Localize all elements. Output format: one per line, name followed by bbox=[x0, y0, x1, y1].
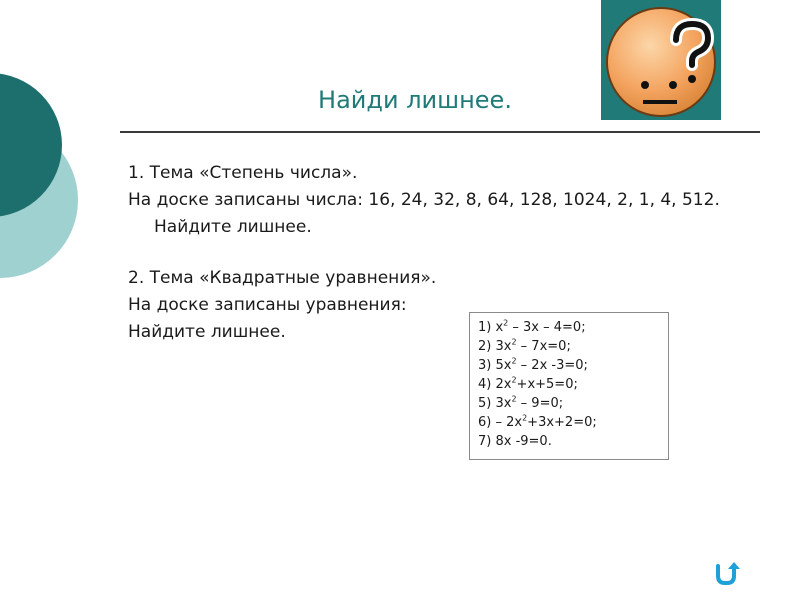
equation-item: 5) $3x^2 - 9=0$; bbox=[478, 394, 564, 411]
equation-item: 7) 8x -9=0. bbox=[478, 434, 552, 449]
task-2-body: На доске записаны уравнения: bbox=[128, 295, 407, 315]
task-1-heading: 1. Тема «Степень числа». bbox=[128, 163, 358, 183]
equation-item: 1) $x^2 - 3x - 4=0$; bbox=[478, 318, 586, 335]
equation-item: 3) $5x^2 - 2x$ -3=0; bbox=[478, 356, 588, 373]
task-2-prompt: Найдите лишнее. bbox=[128, 322, 286, 342]
equation-item: 2) $3x^2 - 7x=0$; bbox=[478, 337, 571, 354]
title-divider bbox=[120, 131, 760, 133]
task-2-heading: 2. Тема «Квадратные уравнения». bbox=[128, 268, 437, 288]
decorative-circles bbox=[0, 0, 140, 330]
equation-item: $6) - 2x^2+3x+2=0$; bbox=[478, 413, 597, 430]
task-1-body: На доске записаны числа: 16, 24, 32, 8, 64, 128, 1024, 2, 1, 4, 512. Найдите лишнее. bbox=[128, 190, 720, 237]
equation-item: 4) $2x^2+x+5=0$; bbox=[478, 375, 578, 392]
equations-box bbox=[469, 312, 669, 460]
slide-title: Найди лишнее. bbox=[318, 86, 512, 114]
return-arrow-icon[interactable] bbox=[712, 560, 742, 586]
